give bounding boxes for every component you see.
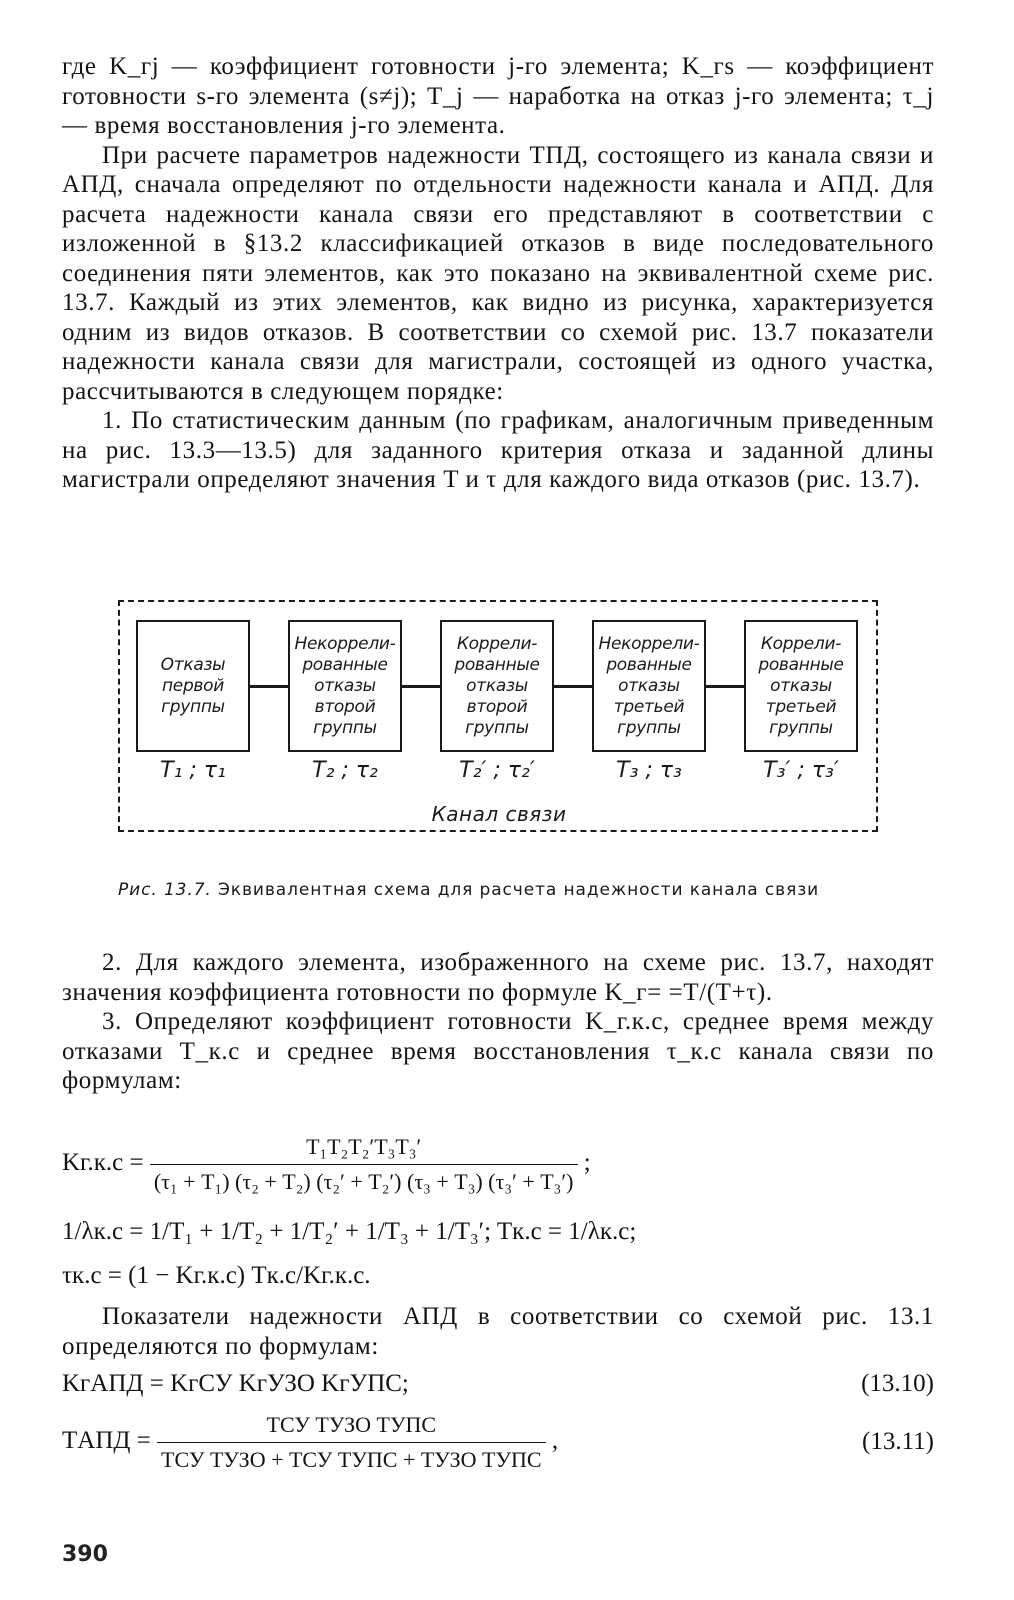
caption-text: Эквивалентная схема для расчета надежности канала связи — [218, 880, 820, 900]
formula-availability — [62, 1134, 591, 1195]
equation-13-11-tail: , — [551, 1427, 559, 1455]
connector-3-4 — [554, 685, 592, 688]
connector-2-3 — [402, 685, 440, 688]
param-label-5: T₃′ ; τ₃′ — [763, 758, 839, 783]
equation-13-11-lhs: TАПД = — [62, 1427, 151, 1455]
connector-1-2 — [250, 685, 288, 688]
top-paragraph: где K_гj — коэффициент готовности j-го элемента; K_гs — коэффициент готовности s-го элемента (s≠j); T_j — наработка на отказ j-го элемента; τ_j — время восстановления j-го элемента. — [62, 53, 934, 139]
paragraph-apd: Показатели надежности АПД в соответствии со схемой рис. 13.1 определяются по формулам: — [62, 1303, 934, 1360]
channel-label: Канал связи — [431, 802, 567, 826]
formula-1-lhs: Kг.к.с = — [62, 1149, 144, 1177]
connector-4-5 — [706, 685, 744, 688]
formula-recovery-time: τк.с = (1 − Kг.к.с) Tк.с/Kг.к.с. — [62, 1262, 371, 1289]
page-body — [62, 52, 934, 495]
formula-1-numerator: T₁T₂T₂′T₃T₃′ — [306, 1134, 422, 1159]
box-uncorrelated-group-3: Некоррели- рованные отказы третьей группы — [592, 620, 706, 752]
formula-1-tail: ; — [583, 1149, 591, 1177]
formula-1-denominator: (τ₁ + T₁) (τ₂ + T₂) (τ₂′ + T₂′) (τ₃ + T₃) (τ₃′ + T₃′) — [150, 1164, 578, 1195]
equation-13-11-numerator: TСУ TУЗО TУПС — [266, 1412, 437, 1437]
list-item-1: 1. По статистическим данным (по графикам, аналогичным приведенным на рис. 13.3—13.5) для заданного критерия отказа и заданной длины магистрали определяют значения T и τ для каждого вида отказов (рис. 13.7). — [62, 407, 934, 493]
box-failures-group-1: Отказы первой группы — [136, 620, 250, 752]
list-item-3: 3. Определяют коэффициент готовности K_г.к.с, среднее время между отказами T_к.с и среднее время восстановления τ_к.с канала связи по формулам: — [62, 1008, 934, 1094]
equation-13-11-denominator: TСУ TУЗО + TСУ TУПС + TУЗО TУПС — [157, 1442, 546, 1473]
caption-label: Рис. 13.7. — [118, 880, 212, 900]
box-uncorrelated-group-2: Некоррели- рованные отказы второй группы — [288, 620, 402, 752]
page-number: 390 — [62, 1542, 108, 1567]
param-label-2: T₂ ; τ₂ — [312, 758, 378, 783]
equation-number-13-10: (13.10) — [861, 1370, 934, 1397]
box-correlated-group-3: Коррели- рованные отказы третьей группы — [744, 620, 858, 752]
list-item-2: 2. Для каждого элемента, изображенного на схеме рис. 13.7, находят значения коэффициента готовности по формуле K_г= =T/(T+τ). — [62, 949, 934, 1006]
param-label-4: T₃ ; τ₃ — [616, 758, 682, 783]
equation-13-10: KгАПД = KгСУ KгУЗО KгУПС; — [62, 1370, 409, 1397]
page-body-lower — [62, 948, 934, 1096]
formula-failure-rate: 1/λк.с = 1/T₁ + 1/T₂ + 1/T₂′ + 1/T₃ + 1/T₃′; Tк.с = 1/λк.с; — [62, 1218, 637, 1245]
page-body-apd — [62, 1302, 934, 1361]
box-correlated-group-2: Коррели- рованные отказы второй группы — [440, 620, 554, 752]
param-label-3: T₂′ ; τ₂′ — [459, 758, 535, 783]
equivalent-scheme-diagram — [116, 598, 882, 838]
equation-number-13-11: (13.11) — [862, 1428, 934, 1455]
figure-caption — [118, 880, 898, 900]
formula-1-fraction — [150, 1134, 578, 1195]
equation-13-11 — [62, 1412, 558, 1473]
param-label-1: T₁ ; τ₁ — [160, 758, 226, 783]
paragraph-channel-reliability: При расчете параметров надежности ТПД, состоящего из канала связи и АПД, сначала определяют по отдельности надежности канала и АПД. Для расчета надежности канала связи его представляют в соответствии с изложенной в §13.2 классификацией отказов в виде последовательного соединения пяти элементов, как это показано на эквивалентной схеме рис. 13.7. Каждый из этих элементов, как видно из рисунка, характеризуется одним из видов отказов. В соответствии со схемой рис. 13.7 показатели надежности канала связи для магистрали, состоящей из одного участка, рассчитываются в следующем порядке: — [62, 141, 934, 405]
equation-13-11-fraction — [157, 1412, 546, 1473]
